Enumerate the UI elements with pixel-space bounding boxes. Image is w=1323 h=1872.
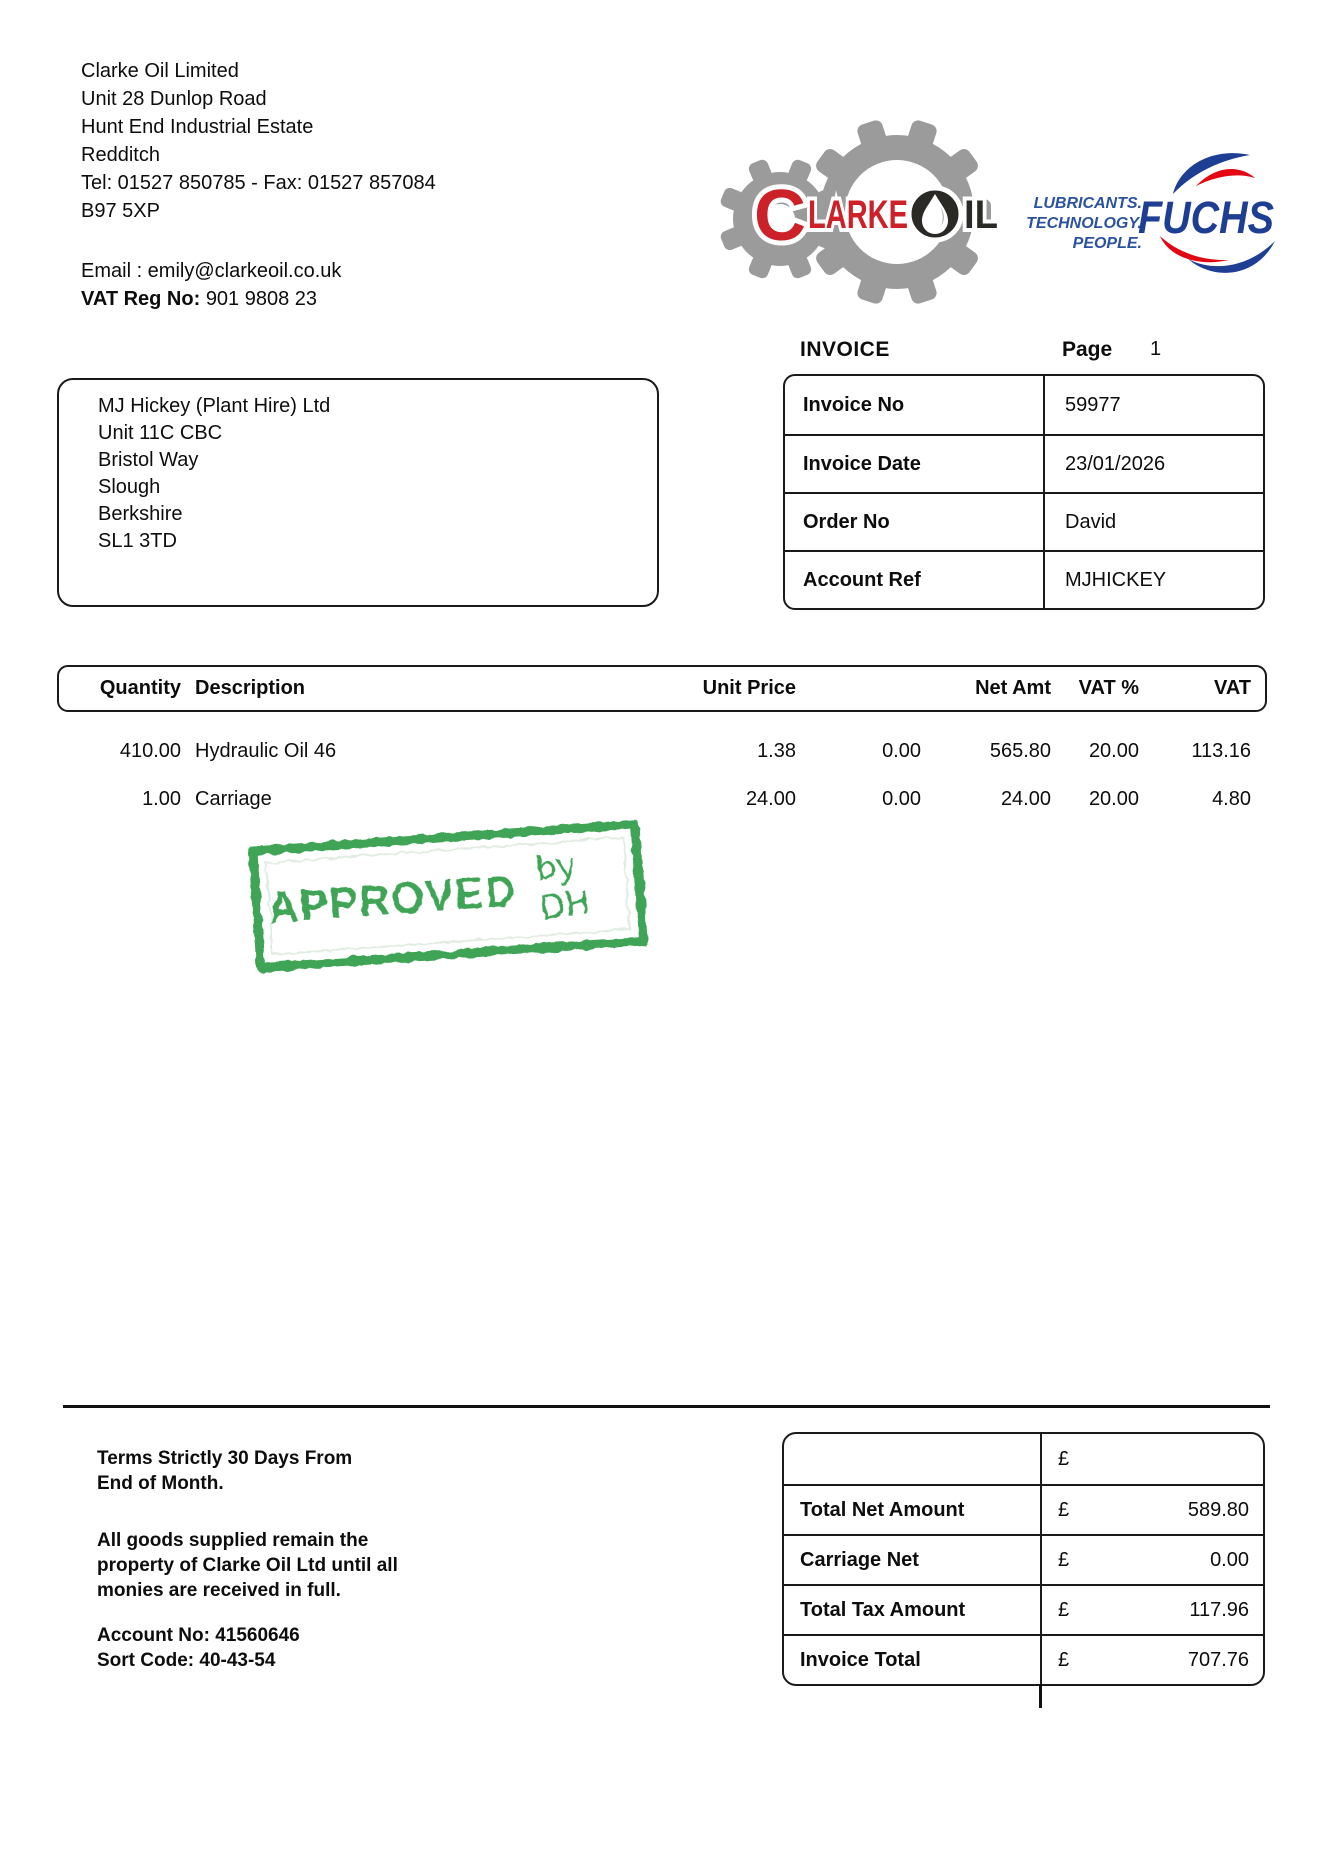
company-address-line: Redditch bbox=[81, 144, 160, 166]
company-email: Email : emily@clarkeoil.co.uk bbox=[81, 260, 342, 282]
currency-symbol: £ bbox=[1058, 1498, 1070, 1521]
column-header-vat-pct: VAT % bbox=[1078, 677, 1139, 699]
item-unit-price: 1.38 bbox=[757, 740, 796, 762]
item-row bbox=[59, 788, 1265, 811]
oil-drop-icon bbox=[909, 188, 961, 240]
terms-line: End of Month. bbox=[97, 1473, 224, 1494]
info-row-invoice-date bbox=[785, 434, 1263, 492]
column-header-net-amt: Net Amt bbox=[975, 677, 1051, 699]
currency-symbol: £ bbox=[1058, 1447, 1070, 1470]
item-vat-pct: 20.00 bbox=[1088, 740, 1139, 762]
currency-symbol: £ bbox=[1058, 1598, 1070, 1621]
sort-code-line: Sort Code: 40-43-54 bbox=[97, 1650, 276, 1671]
logo-word-il: IL bbox=[964, 193, 998, 237]
item-description: Carriage bbox=[195, 788, 272, 810]
item-discount: 0.00 bbox=[882, 740, 921, 762]
customer-address-box bbox=[57, 378, 659, 607]
totals-row-net bbox=[784, 1484, 1263, 1534]
info-label: Order No bbox=[785, 494, 1045, 550]
item-vat: 113.16 bbox=[1191, 740, 1251, 762]
totals-value-cell bbox=[1042, 1586, 1263, 1634]
vat-reg-line bbox=[81, 288, 317, 311]
terms-line: All goods supplied remain the bbox=[97, 1530, 369, 1551]
totals-row-invoice-total bbox=[784, 1634, 1263, 1684]
fuchs-logo bbox=[1136, 140, 1296, 280]
totals-row-tax bbox=[784, 1584, 1263, 1634]
vat-reg-value: 901 9808 23 bbox=[205, 288, 318, 310]
invoice-total-amount: 707.76 bbox=[1187, 1648, 1249, 1671]
info-label: Invoice No bbox=[785, 376, 1045, 434]
company-address bbox=[81, 57, 436, 225]
totals-value-cell bbox=[1042, 1486, 1263, 1534]
account-number-line: Account No: 41560646 bbox=[97, 1625, 300, 1646]
order-no-value: David bbox=[1065, 510, 1117, 533]
info-row-invoice-no bbox=[785, 376, 1263, 434]
info-label: Account Ref bbox=[785, 552, 1045, 608]
clarkeoil-logo bbox=[712, 112, 1062, 312]
retention-paragraph bbox=[97, 1528, 398, 1603]
approved-stamp bbox=[248, 819, 648, 972]
totals-value-cell bbox=[1042, 1636, 1263, 1684]
fuchs-wordmark: FUCHS bbox=[1138, 192, 1274, 243]
item-description: Hydraulic Oil 46 bbox=[195, 740, 337, 762]
totals-label bbox=[784, 1434, 1042, 1484]
swoosh-icon bbox=[1196, 169, 1255, 186]
company-address-line: Hunt End Industrial Estate bbox=[81, 116, 314, 138]
stamp-word: APPROVED bbox=[266, 866, 519, 933]
company-postcode: B97 5XP bbox=[81, 200, 160, 222]
customer-postcode: SL1 3TD bbox=[98, 530, 177, 552]
footer-divider bbox=[63, 1405, 1270, 1408]
items-table-header bbox=[57, 665, 1267, 712]
totals-value-cell bbox=[1042, 1434, 1263, 1484]
invoice-info-table bbox=[783, 374, 1265, 610]
info-label: Invoice Date bbox=[785, 436, 1045, 492]
item-vat: 4.80 bbox=[1212, 788, 1251, 810]
totals-label: Total Net Amount bbox=[784, 1486, 1042, 1534]
info-row-order-no bbox=[785, 492, 1263, 550]
total-net-amount: 589.80 bbox=[1187, 1498, 1249, 1521]
stamp-by-initials: by DH bbox=[533, 845, 592, 928]
column-header-vat: VAT bbox=[1213, 677, 1251, 699]
item-vat-pct: 20.00 bbox=[1088, 788, 1139, 810]
page-label: Page bbox=[1062, 338, 1113, 361]
fuchs-tagline bbox=[1026, 194, 1142, 254]
currency-symbol: £ bbox=[1058, 1648, 1070, 1671]
totals-value-cell bbox=[1042, 1536, 1263, 1584]
totals-table bbox=[782, 1432, 1265, 1686]
totals-row-header bbox=[784, 1434, 1263, 1484]
customer-address-line: Slough bbox=[98, 476, 161, 498]
item-net-amt: 565.80 bbox=[989, 740, 1051, 762]
customer-address-line: Berkshire bbox=[98, 503, 183, 525]
item-unit-price: 24.00 bbox=[745, 788, 796, 810]
tagline-line: TECHNOLOGY. bbox=[1026, 215, 1142, 232]
invoice-title: INVOICE bbox=[800, 338, 890, 361]
vat-reg-label: VAT Reg No: bbox=[81, 288, 201, 310]
terms-line: property of Clarke Oil Ltd until all bbox=[97, 1555, 398, 1576]
terms-line: monies are received in full. bbox=[97, 1580, 341, 1601]
carriage-net-amount: 0.00 bbox=[1210, 1548, 1249, 1571]
currency-symbol: £ bbox=[1058, 1548, 1070, 1571]
invoice-number-value: 59977 bbox=[1065, 393, 1121, 416]
totals-row-carriage bbox=[784, 1534, 1263, 1584]
logo-letter-c: C bbox=[754, 176, 806, 256]
item-row bbox=[59, 740, 1265, 763]
swoosh-icon bbox=[1188, 241, 1275, 273]
page-number: 1 bbox=[1150, 338, 1162, 360]
tagline-line: LUBRICANTS. bbox=[1033, 195, 1142, 212]
account-ref-value: MJHICKEY bbox=[1065, 568, 1167, 591]
terms-block bbox=[97, 1446, 398, 1673]
invoice-date-value: 23/01/2026 bbox=[1065, 452, 1166, 475]
terms-line: Terms Strictly 30 Days From bbox=[97, 1448, 353, 1469]
company-address-line: Unit 28 Dunlop Road bbox=[81, 88, 267, 110]
tagline-line: PEOPLE. bbox=[1072, 235, 1142, 252]
terms-paragraph bbox=[97, 1446, 398, 1496]
totals-label: Carriage Net bbox=[784, 1536, 1042, 1584]
item-quantity: 1.00 bbox=[142, 788, 181, 810]
logo-word-larke: LARKE bbox=[808, 193, 908, 237]
column-header-description: Description bbox=[195, 677, 306, 699]
item-quantity: 410.00 bbox=[119, 740, 181, 762]
info-row-account-ref bbox=[785, 550, 1263, 608]
column-header-unit-price: Unit Price bbox=[702, 677, 796, 699]
item-discount: 0.00 bbox=[882, 788, 921, 810]
column-header-quantity: Quantity bbox=[99, 677, 181, 699]
item-net-amt: 24.00 bbox=[1000, 788, 1051, 810]
total-tax-amount: 117.96 bbox=[1189, 1598, 1249, 1621]
totals-label: Invoice Total bbox=[784, 1636, 1042, 1684]
customer-address-line: Bristol Way bbox=[98, 449, 199, 471]
bank-details bbox=[97, 1623, 398, 1673]
company-name: Clarke Oil Limited bbox=[81, 60, 239, 82]
customer-name: MJ Hickey (Plant Hire) Ltd bbox=[98, 395, 331, 417]
totals-divider-extension bbox=[1039, 1684, 1042, 1708]
totals-label: Total Tax Amount bbox=[784, 1586, 1042, 1634]
company-phone-line: Tel: 01527 850785 - Fax: 01527 857084 bbox=[81, 172, 436, 194]
customer-address-line: Unit 11C CBC bbox=[98, 422, 223, 444]
